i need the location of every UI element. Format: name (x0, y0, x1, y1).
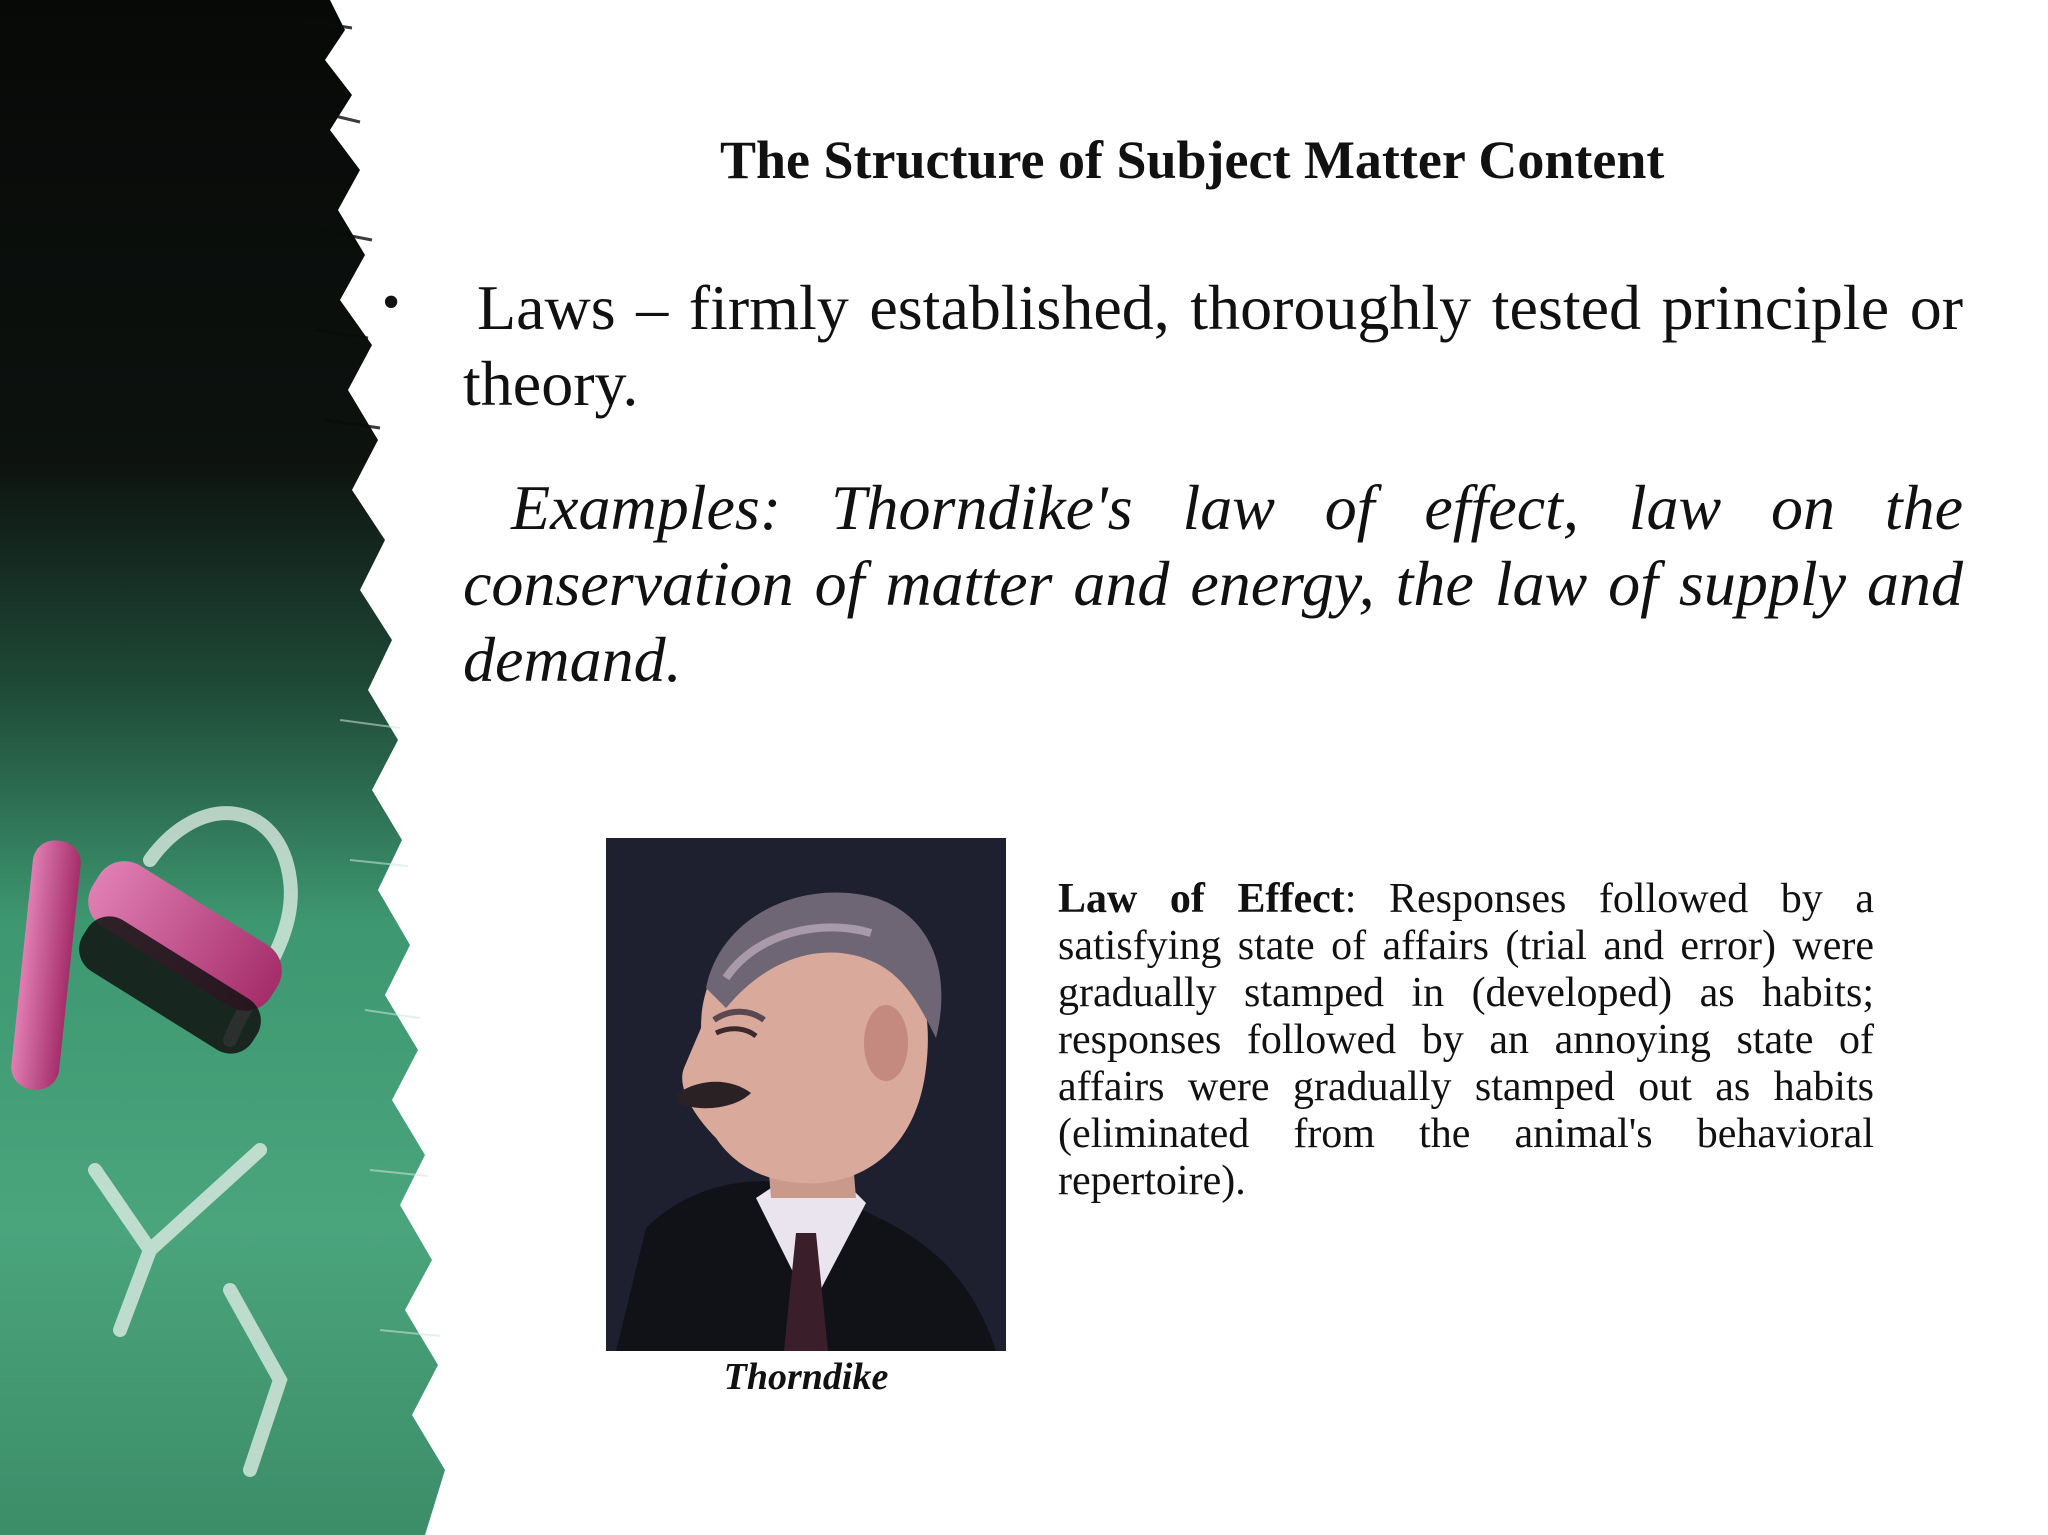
portrait-caption: Thorndike (723, 1356, 889, 1398)
bullet-marker: • (382, 274, 401, 331)
bullet-text: Laws – firmly established, thoroughly tested principle or theory. (463, 272, 1963, 419)
chalkboard-decoration (0, 0, 480, 1535)
definition-term: Law of Effect (1058, 876, 1345, 922)
law-of-effect-definition (1058, 876, 1874, 1205)
examples-paragraph: Examples: Thorndike's law of effect, law on the conservation of matter and energy, the law of supply and demand. (463, 472, 1963, 695)
thorndike-portrait (606, 838, 1006, 1351)
definition-text: Responses followed by a satisfying state of affairs (trial and error) were gradually stamped in (developed) as habits; responses followed by an annoying state of affairs were gradually stamped out as habits (eliminated from the animal's behavioral repertoire). (1058, 876, 1874, 1204)
slide-title: The Structure of Subject Matter Content (720, 130, 1665, 190)
definition-separator: : (1344, 876, 1357, 922)
